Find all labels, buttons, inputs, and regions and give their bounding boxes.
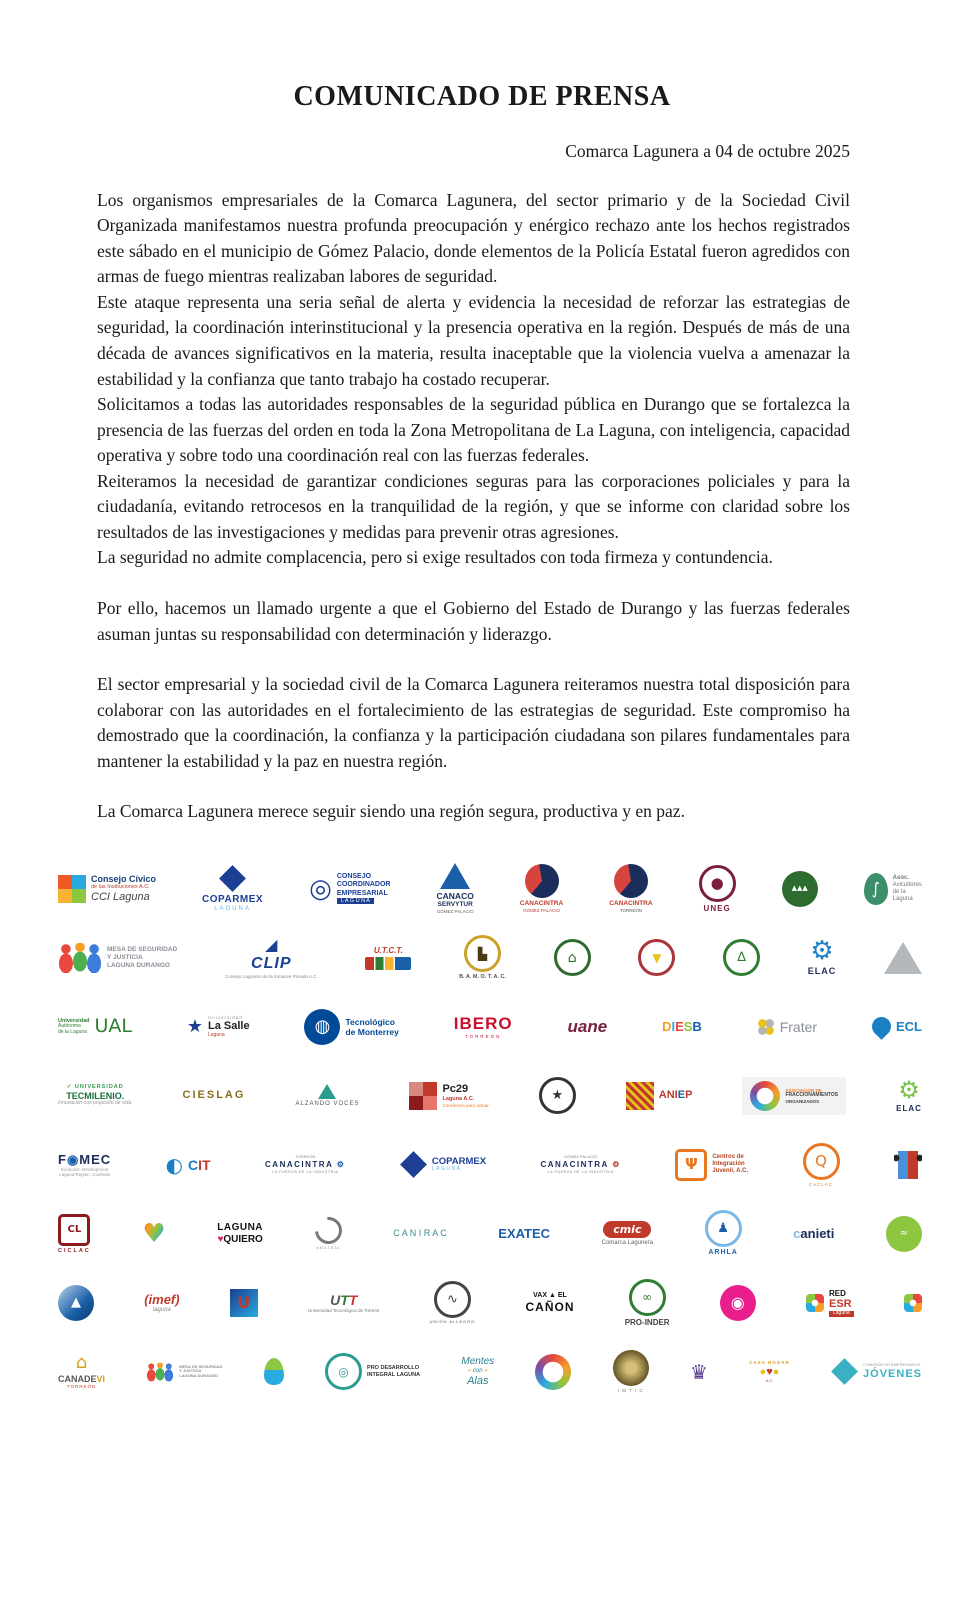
arhla-logo-icon: ♟ — [705, 1210, 742, 1247]
canacintra-gomez-palacio-logo-icon — [525, 864, 559, 898]
mesa-seguridad-justicia-2-logo: MESA DE SEGURIDAD Y JUSTICIA LAGUNA DURANGO — [146, 1363, 222, 1381]
canacintra-gomez-palacio-logo: CANACINTRA GÓMEZ PALACIO — [520, 864, 563, 913]
consejo-coordinador-empresarial-logo-icon: ◎ — [309, 873, 332, 904]
circular-crest-logo-icon: ★ — [539, 1077, 576, 1114]
paragraph: Los organismos empresariales de la Comarca Lagunera, del sector primario y de la Sociedad Civil Organizada manifestamos nuestra profunda preocupación y enérgico rechazo ante los hechos registrados este sábado en el municipio de Gómez Palacio, donde elementos de la Policía Estatal fueron agredidos con armas de fuego mientras realizaban labores de seguridad. — [97, 189, 850, 287]
logo-row — [58, 997, 922, 1057]
arhla-logo: ♟ ARHLA — [705, 1210, 742, 1257]
union-agropecuaria-crest-logo — [782, 871, 818, 907]
agrarian-crest-logo — [554, 939, 591, 976]
multicolor-heart-logo-icon: ♥ — [142, 1218, 166, 1249]
clip-logo-icon: ◢ — [265, 934, 278, 954]
imtic-logo: I M T I C — [613, 1350, 649, 1393]
logo-row — [58, 1135, 922, 1195]
paragraph: La seguridad no admite complacencia, pero si exige resultados con toda firmeza y contundencia. — [97, 547, 773, 568]
clip-logo: ◢ CLIP Consejo Lagunero de la Iniciativa Privada A.C. — [224, 934, 318, 979]
ua-square-logo-icon: U — [230, 1289, 258, 1317]
cci-laguna-logo: Consejo Cívico de las Instituciones A.C. CCI Laguna — [58, 874, 156, 904]
caclac-logo: Q CACLAC — [803, 1143, 840, 1187]
cci-laguna-logo-icon — [58, 875, 86, 903]
cmic-logo: cmic Comarca Lagunera — [601, 1222, 654, 1246]
colorful-figure-logo — [904, 1294, 922, 1312]
pro-inder-logo: ∞ PRO-INDER — [625, 1279, 670, 1327]
green-badge-logo — [886, 1216, 922, 1252]
logo-row — [58, 928, 922, 988]
cit-logo-icon: ◐ — [165, 1152, 184, 1177]
canieti-logo: canieti — [793, 1226, 835, 1242]
red-esr-laguna-logo: RED ESR Laguna — [806, 1289, 854, 1317]
coparmex-laguna-2-logo-icon — [400, 1151, 427, 1178]
uane-logo: uane — [567, 1016, 608, 1036]
union-ganadera-laguna-logo-icon: ∆ — [723, 939, 760, 976]
paragraph: La Comarca Lagunera merece seguir siendo una región segura, productiva y en paz. — [97, 801, 685, 822]
bamotac-logo-icon: ▙ — [464, 935, 501, 972]
fraccionamientos-organizados-logo: ASOCIACIÓN DE FRACCIONAMIENTOS ORGANIZADOS — [742, 1077, 846, 1115]
logo-grid — [58, 859, 922, 1402]
multicolor-heart-logo — [142, 1218, 166, 1249]
dateline: Comarca Lagunera a 04 de octubre 2025 — [565, 140, 850, 161]
logo-row — [58, 859, 922, 919]
canirac-logo: C A N I R A C — [393, 1228, 447, 1239]
aniep-logo-icon — [626, 1082, 654, 1110]
elac-blue-logo-icon: ⚙ — [810, 936, 834, 967]
people-circle-logo-icon — [535, 1354, 571, 1390]
utct-logo: U.T.C.T. — [365, 946, 411, 970]
paragraph: Reiteramos la necesidad de garantizar condiciones seguras para las corporaciones policiales y para la ciudadanía, evitando retrocesos en la tranquilidad de la región, y que se informe con claridad sobre los resultados de las investigaciones y medidas para prevenir otras agresiones. — [97, 470, 850, 542]
casa-hogar-logo: CASA HOGAR ●♥● A.C. — [749, 1360, 790, 1383]
canacintra-torreon-logo-icon — [614, 864, 648, 898]
people-puzzle-logo-icon — [894, 1151, 922, 1179]
exatec-logo: EXATEC — [498, 1226, 551, 1242]
coparmex-laguna-logo: COPARMEX LAGUNA — [202, 865, 263, 913]
dies-logo: DIESB — [662, 1019, 702, 1035]
elac-green-logo-icon: ⚙ — [898, 1076, 920, 1105]
uneg-crest-logo-icon: ● — [699, 865, 736, 902]
ciclac-logo: CL CICLAC — [58, 1214, 91, 1254]
vax-el-canon-logo: VAX ▲ EL CAÑON — [525, 1291, 575, 1314]
cit-logo: ◐ CIT — [165, 1152, 211, 1177]
imtic-logo-icon — [613, 1350, 649, 1386]
fomec-logo: F◉MEC Economic Development Laguna Region, Coahuila — [58, 1151, 112, 1178]
elac-green-logo: ⚙ ELAC — [896, 1076, 922, 1114]
pink-eye-logo-icon: ◉ — [720, 1285, 756, 1321]
eco-drop-logo-icon — [264, 1358, 284, 1385]
paragraph: El sector empresarial y la sociedad civil de la Comarca Lagunera reiteramos nuestra total disposición para colaborar con las autoridades en el fortalecimiento de las estrategias de seguridad. Este compromiso ha demostrado que la coordinación, la confianza y la participación ciudadana son pilares fundamentales para mantener la estabilidad y la paz en nuestra región. — [97, 674, 850, 771]
coparmex-jovenes-logo-icon — [831, 1358, 858, 1385]
pc29-laguna-logo-icon — [409, 1082, 437, 1110]
mesa-seguridad-justicia-2-logo-icon — [147, 1362, 174, 1381]
cieslag-logo: CIESLAG — [182, 1089, 246, 1102]
centros-integracion-juvenil-logo: Ψ Centros de Integración Juvenil, A.C. — [675, 1149, 748, 1181]
mesa-seguridad-justicia-logo-icon — [58, 943, 102, 973]
coparmex-jovenes-logo: COMISIÓN DE EMPRESARIOS JÓVENES — [831, 1358, 922, 1385]
elac-blue-logo: ⚙ ELAC — [807, 936, 837, 977]
pro-desarrollo-integral-logo-icon: ◎ — [325, 1353, 362, 1390]
canacintra-gomez-palacio-text-logo: GÓMEZ PALACIO CANACINTRA ⚙ LA FUERZA DE LA INDUSTRIA — [540, 1154, 621, 1174]
paragraph: Solicitamos a todas las autoridades responsables de la seguridad pública en Durango que se fortalezca la presencia de las fuerzas del orden en toda la Zona Metropolitana de La Laguna, con inteligencia, capacidad operativa y sobre todo una coordinación real con las fuerzas federales. — [97, 394, 850, 466]
utt-logo: UTT Universidad Tecnológica de Torreón — [308, 1291, 380, 1314]
logo-row — [58, 1273, 922, 1333]
tec-de-monterrey-logo-icon: ◍ — [304, 1009, 340, 1045]
colorful-figure-logo-icon — [904, 1294, 922, 1312]
aniep-logo: ANIEP — [626, 1082, 693, 1110]
canadevi-torreon-logo-icon: ⌂ — [75, 1351, 88, 1373]
ibero-torreon-logo: IBERO TORREÓN — [453, 1014, 513, 1040]
frater-logo: Frater — [757, 1018, 817, 1036]
alzando-voces-logo-icon — [318, 1084, 336, 1099]
pc29-laguna-logo: Pc29 Laguna A.C. Conciencia para actuar — [409, 1082, 488, 1110]
logo-row — [58, 1066, 922, 1126]
union-crest-logo — [638, 939, 675, 976]
body-paragraphs — [97, 188, 850, 825]
pink-eye-logo — [720, 1285, 756, 1321]
canaco-servytur-logo-icon — [440, 863, 470, 889]
union-allegro-logo: ∿ UNIÓN ALLEGRO — [430, 1281, 476, 1325]
green-badge-logo-icon: ≈ — [886, 1216, 922, 1252]
mentes-con-alas-logo: Mentes « con » Alas — [461, 1355, 495, 1387]
uneg-crest-logo: ● UNEG — [699, 865, 736, 913]
caclac-logo-icon: Q — [803, 1143, 840, 1180]
ual-logo-icon: UAL — [94, 1015, 132, 1038]
people-circle-logo — [535, 1354, 571, 1390]
ciclac-logo-icon: CL — [58, 1214, 90, 1246]
tec-de-monterrey-logo: ◍ Tecnológico de Monterrey — [304, 1009, 398, 1045]
lasalle-laguna-logo: ★ Universidad La Salle Laguna — [186, 1014, 250, 1038]
purple-crest-logo — [689, 1359, 708, 1384]
blue-sphere-logo — [58, 1285, 94, 1321]
union-agropecuaria-crest-logo-icon: ▲▲▲ — [782, 871, 818, 907]
agrarian-crest-logo-icon: ⌂ — [554, 939, 591, 976]
page-title: COMUNICADO DE PRENSA — [293, 80, 671, 112]
cmic-logo-icon: cmic — [603, 1221, 651, 1238]
canacintra-torreon-text-logo: TORREÓN CANACINTRA ⚙ LA FUERZA DE LA INDUSTRIA — [265, 1154, 346, 1174]
centros-integracion-juvenil-logo-icon: Ψ — [675, 1149, 707, 1181]
paragraph: Por ello, hacemos un llamado urgente a que el Gobierno del Estado de Durango y las fuerzas federales asuman juntas su responsabilidad con determinación y liderazgo. — [97, 597, 850, 644]
coparmex-laguna-logo-icon — [219, 865, 246, 892]
spiral-logo-icon — [309, 1211, 347, 1249]
avicultores-laguna-logo-icon: ∫ — [864, 873, 888, 905]
frater-logo-icon — [757, 1018, 775, 1036]
canacintra-torreon-logo: CANACINTRA TORREÓN — [609, 864, 652, 913]
ecl-logo-icon — [868, 1013, 895, 1040]
fraccionamientos-organizados-logo-icon — [750, 1081, 780, 1111]
mesa-seguridad-justicia-logo: MESA DE SEGURIDAD Y JUSTICIA LAGUNA DURANGO — [58, 943, 177, 973]
canaco-servytur-logo: CANACO SERVYTUR GÓMEZ PALACIO — [437, 863, 474, 914]
people-puzzle-logo — [894, 1151, 922, 1179]
red-esr-laguna-logo-icon — [806, 1294, 824, 1312]
triangle-crest-logo — [884, 942, 922, 974]
spiral-logo: A M A T E A L — [315, 1217, 342, 1251]
triangle-crest-logo-icon — [884, 942, 922, 974]
union-crest-logo-icon: ▼ — [638, 939, 675, 976]
ua-square-logo — [230, 1289, 258, 1317]
logo-row — [58, 1204, 922, 1264]
consejo-coordinador-empresarial-logo: ◎ CONSEJO COORDINADOR EMPRESARIAL L A G U N A — [309, 873, 391, 904]
imef-laguna-logo: (imef) laguna — [144, 1291, 180, 1313]
pro-desarrollo-integral-logo: ◎ PRO DESARROLLO INTEGRAL LAGUNA — [325, 1353, 420, 1390]
ecl-logo: ECL — [872, 1017, 922, 1036]
coparmex-laguna-2-logo: COPARMEX LAGUNA — [400, 1151, 486, 1178]
logo-row — [58, 1342, 922, 1402]
paragraph: Este ataque representa una seria señal de alerta y evidencia la necesidad de reforzar las estrategias de seguridad, la coordinación interinstitucional y la presencia operativa en la región. Después de más de una década de avances significativos en la materia, resulta inaceptable que la violencia vuelva a amenazar la estabilidad y la confianza que tanto trabajo ha costado recuperar. — [97, 291, 850, 389]
utct-logo-icon — [365, 957, 411, 970]
tecmilenio-logo: ✓ UNIVERSIDAD TECMILENIO. Innovación con propósito de vida. — [58, 1084, 133, 1107]
blue-sphere-logo-icon: ▲ — [58, 1285, 94, 1321]
canadevi-torreon-logo: ⌂ CANADEVI TORREÓN — [58, 1351, 106, 1390]
avicultores-laguna-logo: ∫ Asoc. Avicultores de la Laguna — [864, 873, 922, 905]
bamotac-logo: ▙ B. A. M. O. T. A. C. — [459, 935, 506, 980]
eco-drop-logo — [264, 1358, 284, 1385]
circular-crest-logo — [539, 1077, 576, 1114]
union-allegro-logo-icon: ∿ — [434, 1281, 471, 1318]
alzando-voces-logo: ALZANDO VOCES — [295, 1084, 359, 1108]
laguna-quiero-logo: LAGUNA ♥QUIERO — [217, 1221, 264, 1245]
union-ganadera-laguna-logo — [723, 939, 760, 976]
purple-crest-logo-icon: ♛ — [689, 1359, 708, 1384]
lasalle-laguna-logo-icon: ★ — [186, 1015, 204, 1037]
pro-inder-logo-icon: ∞ — [629, 1279, 666, 1316]
ual-logo: Universidad Autónoma de la Laguna UAL — [58, 1015, 132, 1038]
